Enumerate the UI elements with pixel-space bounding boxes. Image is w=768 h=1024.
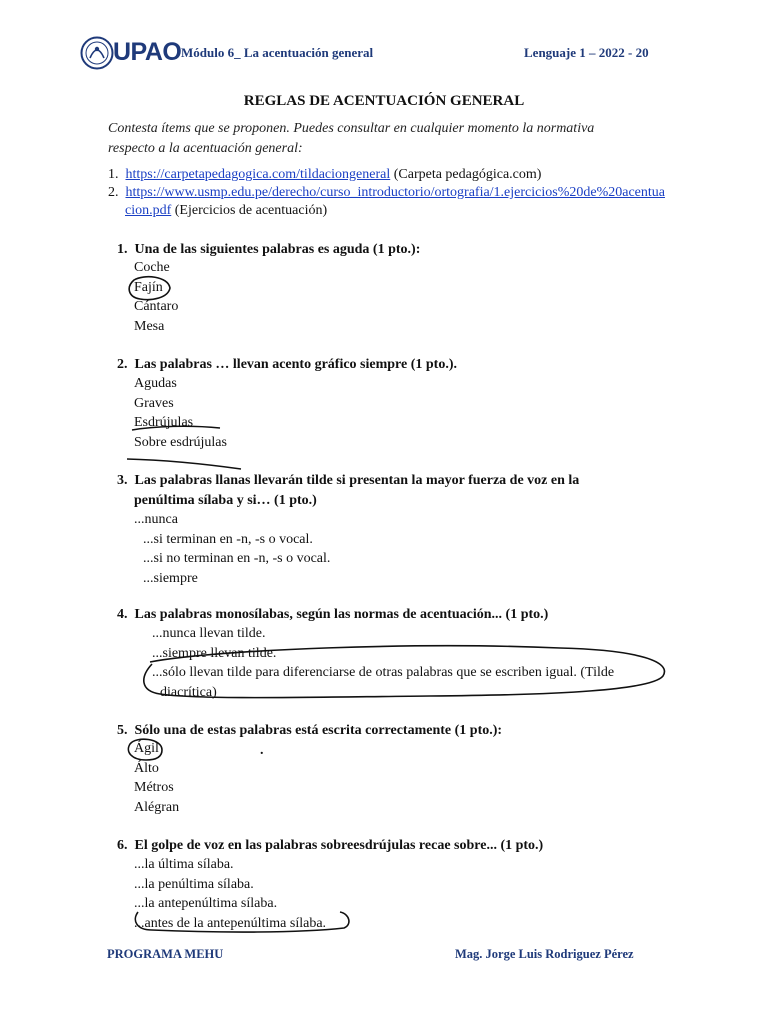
option[interactable]: ...antes de la antepenúltima sílaba. bbox=[134, 915, 327, 931]
option[interactable]: Coche bbox=[134, 260, 170, 275]
option[interactable]: ...la última sílaba. bbox=[134, 857, 234, 872]
page-title: REGLAS DE ACENTUACIÓN GENERAL bbox=[243, 93, 525, 109]
option[interactable]: ...sólo llevan tilde para diferenciarse de otras palabras que se escriben igual. (Tilde bbox=[152, 665, 615, 680]
question-1: 1. Una de las siguientes palabras es aguda (1 pto.): bbox=[117, 242, 421, 257]
question-2: 2. Las palabras … llevan acento gráfico siempre (1 pto.). bbox=[117, 357, 457, 372]
source-link[interactable]: https://carpetapedagogica.com/tildaciongeneral bbox=[125, 167, 391, 182]
source-note: (Ejercicios de acentuación) bbox=[174, 203, 328, 218]
question-6: 6. El golpe de voz en las palabras sobreesdrújulas recae sobre... (1 pto.) bbox=[117, 838, 544, 853]
source-link[interactable]: https://www.usmp.edu.pe/derecho/curso_introductorio/ortografia/1.ejercicios%20de%20acentua bbox=[125, 185, 665, 200]
source-link-continued[interactable]: cion.pdf bbox=[125, 203, 172, 218]
source-note: (Carpeta pedagógica.com) bbox=[393, 167, 542, 182]
option[interactable]: Cántaro bbox=[134, 299, 179, 314]
option[interactable]: ...si no terminan en -n, -s o vocal. bbox=[143, 551, 331, 566]
option[interactable]: ...siempre bbox=[143, 570, 198, 586]
option[interactable]: Fajín bbox=[134, 279, 163, 295]
question-3-options bbox=[134, 510, 330, 588]
option-continued: diacrítica) bbox=[160, 684, 217, 700]
source-number: 2. bbox=[108, 185, 119, 200]
question-1-options bbox=[134, 258, 178, 336]
stray-dot: . bbox=[260, 743, 264, 758]
answer-stroke-q2 bbox=[127, 459, 241, 469]
option[interactable]: Graves bbox=[134, 395, 174, 411]
option[interactable]: Alégran bbox=[134, 799, 180, 815]
question-2-options bbox=[134, 374, 227, 452]
question-5: 5. Sólo una de estas palabras está escrita correctamente (1 pto.): bbox=[117, 723, 503, 738]
header bbox=[0, 30, 768, 78]
source-number: 1. bbox=[108, 167, 119, 182]
option[interactable]: ...la penúltima sílaba. bbox=[134, 876, 254, 892]
question-6-options bbox=[134, 855, 326, 933]
module-title: Módulo 6_ La acentuación general bbox=[181, 45, 374, 60]
option[interactable]: ...siempre llevan tilde. bbox=[152, 645, 277, 661]
question-5-options bbox=[134, 739, 179, 817]
footer-program: PROGRAMA MEHU bbox=[107, 947, 224, 961]
option[interactable]: ...la antepenúltima sílaba. bbox=[134, 896, 278, 911]
option[interactable]: Álto bbox=[134, 760, 159, 776]
question-4-options bbox=[152, 624, 712, 702]
option[interactable]: Sobre esdrújulas bbox=[134, 434, 227, 450]
option[interactable]: Mesa bbox=[134, 318, 165, 334]
source-1 bbox=[108, 166, 668, 184]
footer-author: Mag. Jorge Luis Rodriguez Pérez bbox=[455, 947, 634, 961]
option[interactable]: ...nunca bbox=[134, 512, 178, 527]
option[interactable]: ...si terminan en -n, -s o vocal. bbox=[143, 531, 313, 547]
source-2 bbox=[108, 184, 688, 220]
question-3: 3. Las palabras llanas llevarán tilde si presentan la mayor fuerza de voz en la penúltima sílaba y si… (1 pto.) bbox=[117, 473, 580, 508]
option[interactable]: ...nunca llevan tilde. bbox=[152, 626, 266, 641]
option[interactable]: Ágil bbox=[134, 741, 159, 756]
option[interactable]: Esdrújulas bbox=[134, 415, 194, 430]
course-label: Lenguaje 1 – 2022 - 20 bbox=[524, 45, 649, 60]
upao-logo-text: UPAO bbox=[113, 38, 182, 66]
upao-seal-logo bbox=[80, 34, 114, 72]
question-4: 4. Las palabras monosílabas, según las normas de acentuación... (1 pto.) bbox=[117, 607, 549, 622]
option[interactable]: Métros bbox=[134, 780, 174, 795]
instructions: Contesta ítems que se proponen. Puedes consultar en cualquier momento la normativa respecto a la acentuación general: bbox=[108, 121, 595, 156]
option[interactable]: Agudas bbox=[134, 376, 177, 391]
